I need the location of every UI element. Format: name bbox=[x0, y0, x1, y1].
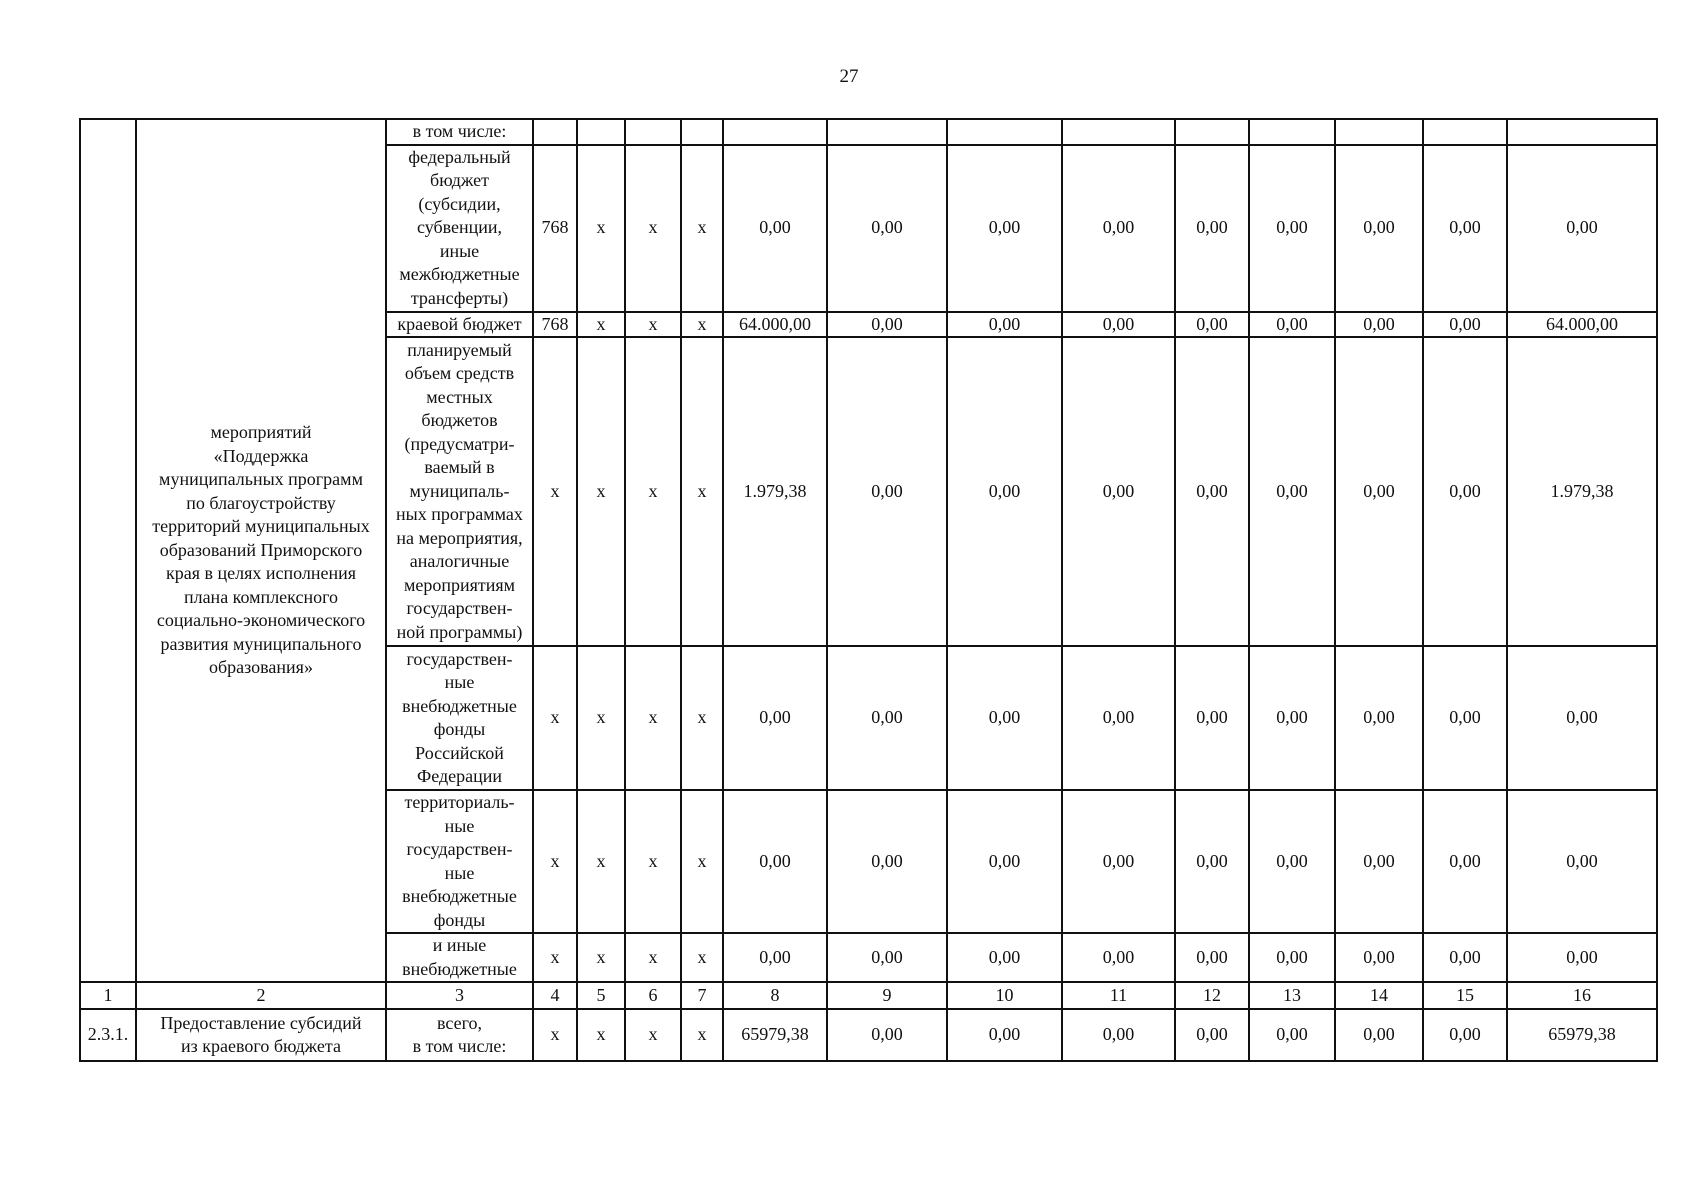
column-number-cell: 16 bbox=[1507, 982, 1657, 1009]
value-cell: 0,00 bbox=[827, 312, 947, 338]
value-cell: 0,00 bbox=[1423, 145, 1507, 312]
column-number-cell: 8 bbox=[723, 982, 827, 1009]
value-cell: x bbox=[625, 312, 681, 338]
value-cell: 0,00 bbox=[1507, 646, 1657, 790]
value-cell: 0,00 bbox=[1507, 145, 1657, 312]
value-cell: 0,00 bbox=[1335, 933, 1423, 982]
funding-source-cell: в том числе: bbox=[386, 119, 533, 145]
value-cell: x bbox=[681, 337, 723, 646]
value-cell bbox=[1423, 119, 1507, 145]
funding-source-cell: краевой бюджет bbox=[386, 312, 533, 338]
value-cell: 0,00 bbox=[827, 790, 947, 933]
value-cell: 0,00 bbox=[947, 1009, 1062, 1061]
value-cell: 0,00 bbox=[1249, 145, 1335, 312]
value-cell: 0,00 bbox=[947, 790, 1062, 933]
value-cell: x bbox=[577, 933, 625, 982]
value-cell: 0,00 bbox=[1175, 337, 1249, 646]
page-number: 27 bbox=[839, 66, 859, 87]
value-cell: x bbox=[533, 790, 577, 933]
value-cell: x bbox=[577, 312, 625, 338]
value-cell: 0,00 bbox=[1249, 790, 1335, 933]
value-cell: x bbox=[625, 790, 681, 933]
column-number-cell: 15 bbox=[1423, 982, 1507, 1009]
value-cell: 65979,38 bbox=[723, 1009, 827, 1061]
value-cell: 1.979,38 bbox=[723, 337, 827, 646]
value-cell: 0,00 bbox=[1175, 933, 1249, 982]
value-cell: x bbox=[625, 933, 681, 982]
value-cell: 0,00 bbox=[827, 145, 947, 312]
value-cell bbox=[1335, 119, 1423, 145]
value-cell bbox=[947, 119, 1062, 145]
value-cell bbox=[625, 119, 681, 145]
value-cell: 0,00 bbox=[1175, 1009, 1249, 1061]
value-cell bbox=[827, 119, 947, 145]
column-number-cell: 13 bbox=[1249, 982, 1335, 1009]
value-cell: x bbox=[533, 1009, 577, 1061]
column-number-cell: 4 bbox=[533, 982, 577, 1009]
value-cell: 0,00 bbox=[827, 933, 947, 982]
value-cell: 0,00 bbox=[1062, 933, 1175, 982]
column-number-cell: 1 bbox=[80, 982, 136, 1009]
value-cell: 0,00 bbox=[1175, 312, 1249, 338]
column-number-cell: 2 bbox=[136, 982, 386, 1009]
row-number-cell: 2.3.1. bbox=[80, 1009, 136, 1061]
value-cell: 768 bbox=[533, 145, 577, 312]
value-cell bbox=[723, 119, 827, 145]
table-row bbox=[80, 1009, 1657, 1061]
value-cell: 0,00 bbox=[1423, 790, 1507, 933]
value-cell: x bbox=[577, 790, 625, 933]
value-cell: x bbox=[625, 646, 681, 790]
value-cell: 0,00 bbox=[1335, 312, 1423, 338]
value-cell: x bbox=[577, 646, 625, 790]
column-number-cell: 11 bbox=[1062, 982, 1175, 1009]
row-number-cell bbox=[80, 119, 136, 982]
value-cell: 0,00 bbox=[1062, 337, 1175, 646]
value-cell: 0,00 bbox=[1335, 790, 1423, 933]
value-cell: 0,00 bbox=[827, 1009, 947, 1061]
value-cell: 0,00 bbox=[1335, 646, 1423, 790]
funding-source-cell: всего, в том числе: bbox=[386, 1009, 533, 1061]
column-number-cell: 14 bbox=[1335, 982, 1423, 1009]
value-cell: 65979,38 bbox=[1507, 1009, 1657, 1061]
value-cell: 0,00 bbox=[1175, 790, 1249, 933]
value-cell: 0,00 bbox=[1335, 1009, 1423, 1061]
column-numbers-row bbox=[80, 982, 1657, 1009]
value-cell: x bbox=[681, 790, 723, 933]
value-cell: 0,00 bbox=[947, 145, 1062, 312]
value-cell: x bbox=[625, 1009, 681, 1061]
value-cell: x bbox=[681, 145, 723, 312]
value-cell bbox=[681, 119, 723, 145]
value-cell: 0,00 bbox=[1335, 337, 1423, 646]
value-cell: 0,00 bbox=[947, 337, 1062, 646]
activity-name-cell: мероприятий «Поддержка муниципальных программ по благоустройству территорий муниципальных образований Приморского края в целях исполнения плана комплексного социально-экономического развития муниципального образования» bbox=[136, 119, 386, 982]
value-cell: x bbox=[625, 145, 681, 312]
value-cell bbox=[1507, 119, 1657, 145]
value-cell: 0,00 bbox=[1423, 1009, 1507, 1061]
value-cell: 0,00 bbox=[1507, 790, 1657, 933]
value-cell: 0,00 bbox=[1423, 312, 1507, 338]
value-cell: x bbox=[577, 1009, 625, 1061]
value-cell bbox=[1249, 119, 1335, 145]
value-cell: 0,00 bbox=[827, 337, 947, 646]
funding-source-cell: планируемый объем средств местных бюджетов (предусматри- ваемый в муниципаль- ных программах на мероприятия, аналогичные мероприятиям государствен- ной программы) bbox=[386, 337, 533, 646]
value-cell: 0,00 bbox=[947, 646, 1062, 790]
funding-source-cell: и иные внебюджетные bbox=[386, 933, 533, 982]
value-cell: 64.000,00 bbox=[723, 312, 827, 338]
value-cell: x bbox=[577, 337, 625, 646]
funding-source-cell: территориаль- ные государствен- ные внебюджетные фонды bbox=[386, 790, 533, 933]
value-cell bbox=[1175, 119, 1249, 145]
value-cell: 0,00 bbox=[1062, 1009, 1175, 1061]
value-cell: 0,00 bbox=[1175, 145, 1249, 312]
column-number-cell: 5 bbox=[577, 982, 625, 1009]
column-number-cell: 9 bbox=[827, 982, 947, 1009]
value-cell: 0,00 bbox=[1249, 337, 1335, 646]
budget-table bbox=[79, 118, 1658, 1062]
value-cell: 0,00 bbox=[827, 646, 947, 790]
value-cell: 0,00 bbox=[947, 312, 1062, 338]
value-cell: 768 bbox=[533, 312, 577, 338]
funding-source-cell: государствен- ные внебюджетные фонды Российской Федерации bbox=[386, 646, 533, 790]
value-cell: x bbox=[681, 1009, 723, 1061]
value-cell: 0,00 bbox=[947, 933, 1062, 982]
value-cell: x bbox=[577, 145, 625, 312]
column-number-cell: 10 bbox=[947, 982, 1062, 1009]
value-cell: 0,00 bbox=[723, 933, 827, 982]
value-cell: 0,00 bbox=[1062, 312, 1175, 338]
column-number-cell: 6 bbox=[625, 982, 681, 1009]
value-cell: 0,00 bbox=[1062, 646, 1175, 790]
column-number-cell: 7 bbox=[681, 982, 723, 1009]
value-cell: 0,00 bbox=[723, 646, 827, 790]
value-cell: 0,00 bbox=[1249, 312, 1335, 338]
value-cell bbox=[1062, 119, 1175, 145]
value-cell: 64.000,00 bbox=[1507, 312, 1657, 338]
value-cell: 0,00 bbox=[1062, 145, 1175, 312]
value-cell: 0,00 bbox=[1249, 933, 1335, 982]
value-cell: x bbox=[533, 646, 577, 790]
column-number-cell: 3 bbox=[386, 982, 533, 1009]
value-cell: x bbox=[681, 312, 723, 338]
value-cell: 1.979,38 bbox=[1507, 337, 1657, 646]
value-cell: 0,00 bbox=[1423, 933, 1507, 982]
funding-source-cell: федеральный бюджет (субсидии, субвенции, иные межбюджетные трансферты) bbox=[386, 145, 533, 312]
value-cell: 0,00 bbox=[1423, 646, 1507, 790]
value-cell: 0,00 bbox=[1249, 646, 1335, 790]
value-cell: x bbox=[533, 337, 577, 646]
value-cell: 0,00 bbox=[1423, 337, 1507, 646]
activity-name-cell: Предоставление субсидий из краевого бюджета bbox=[136, 1009, 386, 1061]
value-cell: 0,00 bbox=[1507, 933, 1657, 982]
table-row bbox=[80, 119, 1657, 145]
value-cell bbox=[577, 119, 625, 145]
value-cell: x bbox=[681, 933, 723, 982]
column-number-cell: 12 bbox=[1175, 982, 1249, 1009]
value-cell: x bbox=[533, 933, 577, 982]
value-cell: 0,00 bbox=[1062, 790, 1175, 933]
value-cell: 0,00 bbox=[1335, 145, 1423, 312]
value-cell: 0,00 bbox=[723, 790, 827, 933]
value-cell: 0,00 bbox=[1249, 1009, 1335, 1061]
value-cell bbox=[533, 119, 577, 145]
value-cell: x bbox=[681, 646, 723, 790]
value-cell: x bbox=[625, 337, 681, 646]
value-cell: 0,00 bbox=[723, 145, 827, 312]
value-cell: 0,00 bbox=[1175, 646, 1249, 790]
